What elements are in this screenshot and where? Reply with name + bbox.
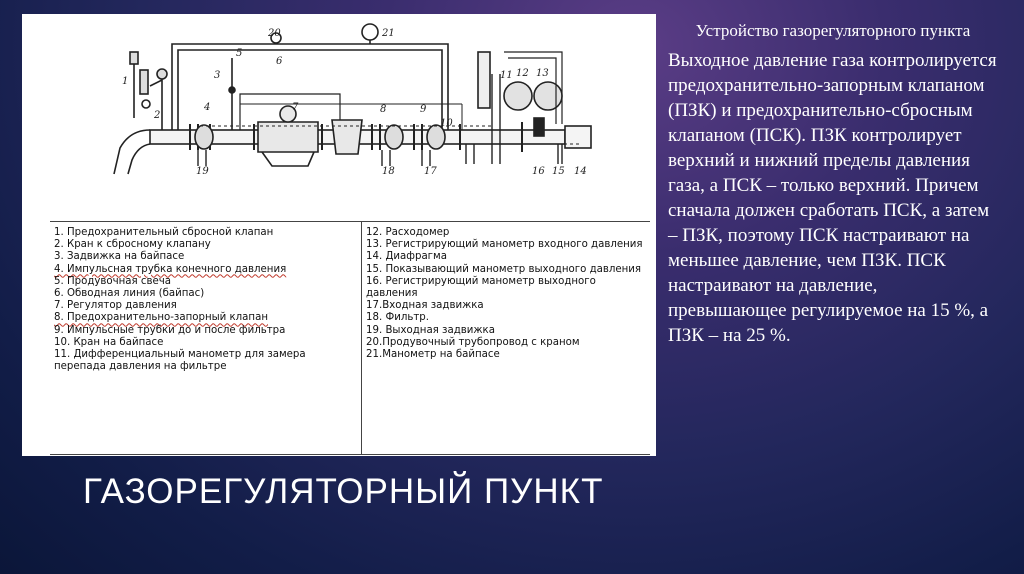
legend-table bbox=[50, 221, 650, 455]
legend-item-12: 12. Расходомер bbox=[366, 227, 450, 238]
diagram-label-4: 4 bbox=[204, 102, 211, 113]
diagram-label-7: 7 bbox=[292, 102, 299, 113]
description-heading: Устройство газорегуляторного пункта bbox=[695, 21, 971, 40]
diagram-label-11: 11 bbox=[500, 70, 513, 81]
slide-title: ГАЗОРЕГУЛЯТОРНЫЙ ПУНКТ bbox=[83, 472, 604, 511]
diagram-label-6: 6 bbox=[276, 56, 283, 67]
diagram-label-13: 13 bbox=[536, 68, 549, 79]
diagram-label-3: 3 bbox=[214, 70, 221, 81]
legend-item-13: 13. Регистрирующий манометр входного давления bbox=[366, 239, 643, 251]
legend-item-6: 6. Обводная линия (байпас) bbox=[54, 288, 205, 300]
bypass-line-inner bbox=[178, 50, 442, 130]
legend-item-15: 15. Показывающий манометр выходного давления bbox=[366, 263, 642, 275]
legend-item-17: 17.Входная задвижка bbox=[366, 300, 484, 312]
legend-item-8: 8. Предохранительно-запорный клапан bbox=[54, 312, 268, 324]
description-panel bbox=[668, 20, 998, 348]
legend-item-9: 9. Импульсные трубки до и после фильтра bbox=[54, 324, 286, 336]
diagram-label-8: 8 bbox=[380, 104, 387, 115]
gas-regulator-figure bbox=[22, 14, 656, 456]
legend-right-column bbox=[366, 227, 648, 361]
diagram-label-9: 9 bbox=[420, 104, 427, 115]
legend-divider bbox=[361, 222, 362, 454]
legend-item-14: 14. Диафрагма bbox=[366, 251, 447, 263]
legend-item-1: 1. Предохранительный сбросной клапан bbox=[54, 227, 274, 238]
inlet-elbow bbox=[114, 130, 150, 174]
diagram-label-17: 17 bbox=[424, 166, 437, 177]
diagram-label-21: 21 bbox=[382, 28, 395, 39]
pzk-valve bbox=[332, 120, 362, 154]
diagram-label-12: 12 bbox=[516, 68, 529, 79]
diagram-label-2: 2 bbox=[154, 110, 161, 121]
legend-item-21: 21.Манометр на байпасе bbox=[366, 349, 500, 361]
legend-item-16: 16. Регистрирующий манометр выходного давления bbox=[366, 275, 596, 300]
legend-item-3: 3. Задвижка на байпасе bbox=[54, 251, 185, 263]
legend-left-column bbox=[54, 227, 359, 373]
legend-item-19: 19. Выходная задвижка bbox=[366, 324, 495, 336]
legend-item-2: 2. Кран к сбросному клапану bbox=[54, 239, 211, 251]
outlet-stub bbox=[565, 126, 591, 148]
diagram-label-19: 19 bbox=[196, 166, 209, 177]
legend-item-11: 11. Дифференциальный манометр для замера перепада давления на фильтре bbox=[54, 349, 306, 373]
diagram-label-14: 14 bbox=[574, 166, 587, 177]
legend-item-20: 20.Продувочный трубопровод с краном bbox=[366, 336, 580, 348]
diagram-label-16: 16 bbox=[532, 166, 545, 177]
legend-item-5: 5. Продувочная свеча bbox=[54, 275, 172, 287]
legend-item-4: 4. Импульсная трубка конечного давления bbox=[54, 263, 287, 275]
diagram-label-18: 18 bbox=[382, 166, 395, 177]
diagram-label-20: 20 bbox=[268, 28, 281, 39]
legend-item-10: 10. Кран на байпасе bbox=[54, 336, 164, 348]
bypass-line bbox=[172, 44, 448, 130]
description-body: Выходное давление газа контролируется предохранительно-запорным клапаном (ПЗК) и предохранительно-сбросным клапаном (ПСК). ПЗК контролирует верхний и нижний пределы давления газа, а ПСК – только верхний. Причем сначала должен сработать ПСК, а затем – ПЗК, поэтому ПСК настраивают на меньшее давление, чем ПЗК. ПСК настраивают на давление, превышающее регулируемое на 15 %, а ПЗК – на 25 %. bbox=[668, 50, 997, 346]
diagram-label-1: 1 bbox=[122, 76, 129, 87]
diagram-label-15: 15 bbox=[552, 166, 565, 177]
diagram-label-5: 5 bbox=[236, 48, 243, 59]
gas-regulator-diagram bbox=[22, 14, 656, 219]
legend-item-7: 7. Регулятор давления bbox=[54, 300, 177, 312]
flowmeter bbox=[478, 52, 490, 108]
diagram-label-10: 10 bbox=[440, 118, 453, 129]
legend-item-18: 18. Фильтр. bbox=[366, 312, 429, 324]
